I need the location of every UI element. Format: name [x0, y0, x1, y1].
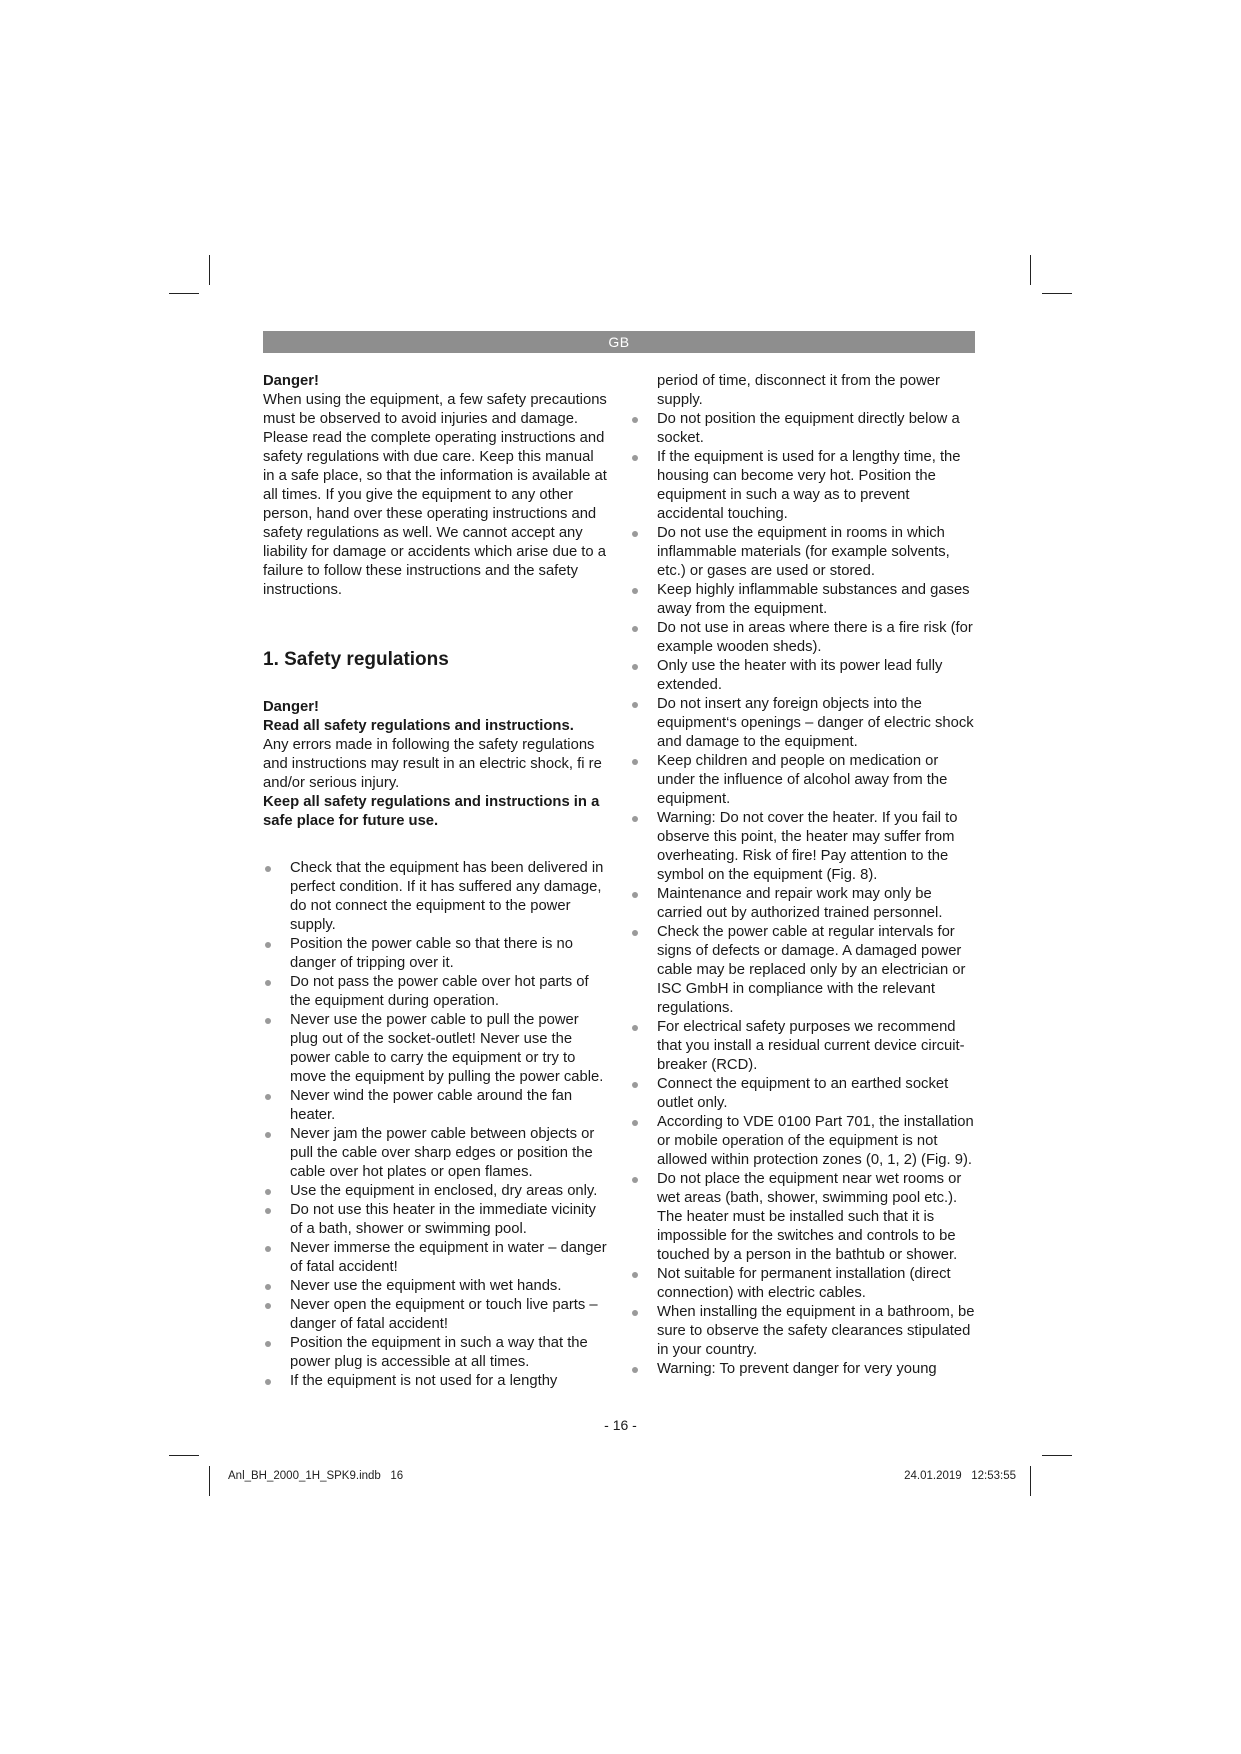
- footer-timestamp: 24.01.2019 12:53:55: [904, 1470, 1016, 1482]
- list-item: Never open the equipment or touch live parts – danger of fatal accident!: [263, 1296, 608, 1334]
- safety-danger-title: Danger!: [263, 699, 319, 715]
- list-item: Position the equipment in such a way that the power plug is accessible at all times.: [263, 1334, 608, 1372]
- errors-warning-text: Any errors made in following the safety regulations and instructions may result in an electric shock, fi re and/or serious injury.: [263, 737, 602, 791]
- list-item: Never use the equipment with wet hands.: [263, 1277, 608, 1296]
- list-item: Do not position the equipment directly below a socket.: [630, 410, 980, 448]
- list-item: Do not use the equipment in rooms in which inflammable materials (for example solvents, etc.) or gases are used or stored.: [630, 524, 980, 581]
- list-item: Never immerse the equipment in water – danger of fatal accident!: [263, 1239, 608, 1277]
- section-title: 1. Safety regulations: [263, 649, 449, 670]
- page-number: - 16 -: [604, 1417, 637, 1433]
- bullet-icon: [632, 531, 638, 537]
- bullet-icon: [265, 1379, 271, 1385]
- list-item: For electrical safety purposes we recommend that you install a residual current device circuit-breaker (RCD).: [630, 1018, 980, 1075]
- list-item: Do not use this heater in the immediate vicinity of a bath, shower or swimming pool.: [263, 1201, 608, 1239]
- bullet-icon: [632, 702, 638, 708]
- crop-mark-bottom-right-h: [1042, 1455, 1072, 1456]
- bullet-icon: [632, 1310, 638, 1316]
- list-item: Do not insert any foreign objects into the equipment‘s openings – danger of electric shock and damage to the equipment.: [630, 695, 980, 752]
- language-header-bar: [263, 331, 975, 353]
- list-item: Keep highly inflammable substances and gases away from the equipment.: [630, 581, 980, 619]
- bullet-icon: [632, 1272, 638, 1278]
- continued-text: period of time, disconnect it from the power supply.: [657, 373, 940, 408]
- bullet-icon: [632, 588, 638, 594]
- right-bullet-list: [630, 410, 980, 1379]
- crop-mark-bottom-right-v: [1030, 1466, 1031, 1496]
- bullet-icon: [632, 1177, 638, 1183]
- bullet-icon: [265, 1246, 271, 1252]
- bullet-icon: [265, 866, 271, 872]
- list-item: Do not place the equipment near wet rooms or wet areas (bath, shower, swimming pool etc.). The heater must be installed such that it is impossible for the switches and controls to be touched by a person in the bathtub or shower.: [630, 1170, 980, 1265]
- bullet-icon: [265, 1208, 271, 1214]
- bullet-icon: [265, 980, 271, 986]
- bullet-icon: [265, 1094, 271, 1100]
- bullet-icon: [632, 455, 638, 461]
- bullet-icon: [265, 1341, 271, 1347]
- list-item: Never jam the power cable between objects or pull the cable over sharp edges or position the cable over hot plates or open flames.: [263, 1125, 608, 1182]
- list-item: Maintenance and repair work may only be carried out by authorized trained personnel.: [630, 885, 980, 923]
- bullet-icon: [632, 626, 638, 632]
- crop-mark-top-right-v: [1030, 255, 1031, 285]
- list-item: Position the power cable so that there is no danger of tripping over it.: [263, 935, 608, 973]
- list-item: Use the equipment in enclosed, dry areas only.: [263, 1182, 608, 1201]
- bullet-icon: [632, 1025, 638, 1031]
- list-item: Never wind the power cable around the fan heater.: [263, 1087, 608, 1125]
- list-item: Connect the equipment to an earthed socket outlet only.: [630, 1075, 980, 1113]
- crop-mark-top-left-v: [209, 255, 210, 285]
- bullet-icon: [632, 1082, 638, 1088]
- bullet-icon: [632, 759, 638, 765]
- read-all-instruction: Read all safety regulations and instructions.: [263, 718, 574, 734]
- list-item: Warning: Do not cover the heater. If you fail to observe this point, the heater may suffer from overheating. Risk of fire! Pay attention to the symbol on the equipment (Fig. 8).: [630, 809, 980, 885]
- left-column: [263, 372, 608, 1391]
- bullet-icon: [632, 417, 638, 423]
- bullet-icon: [265, 1132, 271, 1138]
- language-label: GB: [608, 334, 630, 350]
- bullet-icon: [265, 1284, 271, 1290]
- bullet-icon: [265, 1303, 271, 1309]
- crop-mark-top-left-h: [169, 293, 199, 294]
- list-item: Never use the power cable to pull the power plug out of the socket-outlet! Never use the power cable to carry the equipment or try to move the equipment by pulling the power cable.: [263, 1011, 608, 1087]
- list-item: Keep children and people on medication or under the influence of alcohol away from the equipment.: [630, 752, 980, 809]
- bullet-icon: [265, 942, 271, 948]
- right-column: [630, 372, 980, 1379]
- list-item: Not suitable for permanent installation (direct connection) with electric cables.: [630, 1265, 980, 1303]
- crop-mark-bottom-left-v: [209, 1466, 210, 1496]
- intro-text: When using the equipment, a few safety precautions must be observed to avoid injuries and damage. Please read the complete operating instructions and safety regulations with due care. Keep this manual in a safe place, so that the information is available at all times. If you give the equipment to any other person, hand over these operating instructions and safety regulations as well. We cannot accept any liability for damage or accidents which arise due to a failure to follow these instructions and the safety instructions.: [263, 392, 607, 598]
- crop-mark-bottom-left-h: [169, 1455, 199, 1456]
- left-bullet-list: [263, 859, 608, 1391]
- bullet-icon: [632, 1120, 638, 1126]
- keep-all-instruction: Keep all safety regulations and instructions in a safe place for future use.: [263, 794, 600, 829]
- bullet-icon: [632, 930, 638, 936]
- list-item: Do not pass the power cable over hot parts of the equipment during operation.: [263, 973, 608, 1011]
- list-item: Do not use in areas where there is a fire risk (for example wooden sheds).: [630, 619, 980, 657]
- list-item: Only use the heater with its power lead fully extended.: [630, 657, 980, 695]
- list-item: According to VDE 0100 Part 701, the installation or mobile operation of the equipment is not allowed within protection zones (0, 1, 2) (Fig. 9).: [630, 1113, 980, 1170]
- bullet-icon: [632, 892, 638, 898]
- list-item: If the equipment is not used for a lengthy: [263, 1372, 608, 1391]
- bullet-icon: [265, 1189, 271, 1195]
- list-item: Warning: To prevent danger for very young: [630, 1360, 980, 1379]
- bullet-icon: [632, 664, 638, 670]
- bullet-icon: [632, 816, 638, 822]
- bullet-icon: [632, 1367, 638, 1373]
- list-item: Check the power cable at regular intervals for signs of defects or damage. A damaged power cable may be replaced only by an electrician or ISC GmbH in compliance with the relevant regulations.: [630, 923, 980, 1018]
- list-item: If the equipment is used for a lengthy time, the housing can become very hot. Position the equipment in such a way as to prevent accidental touching.: [630, 448, 980, 524]
- crop-mark-top-right-h: [1042, 293, 1072, 294]
- list-item: Check that the equipment has been delivered in perfect condition. If it has suffered any damage, do not connect the equipment to the power supply.: [263, 859, 608, 935]
- footer-file-name: Anl_BH_2000_1H_SPK9.indb 16: [228, 1470, 404, 1482]
- intro-danger-title: Danger!: [263, 373, 319, 389]
- list-item: When installing the equipment in a bathroom, be sure to observe the safety clearances stipulated in your country.: [630, 1303, 980, 1360]
- bullet-icon: [265, 1018, 271, 1024]
